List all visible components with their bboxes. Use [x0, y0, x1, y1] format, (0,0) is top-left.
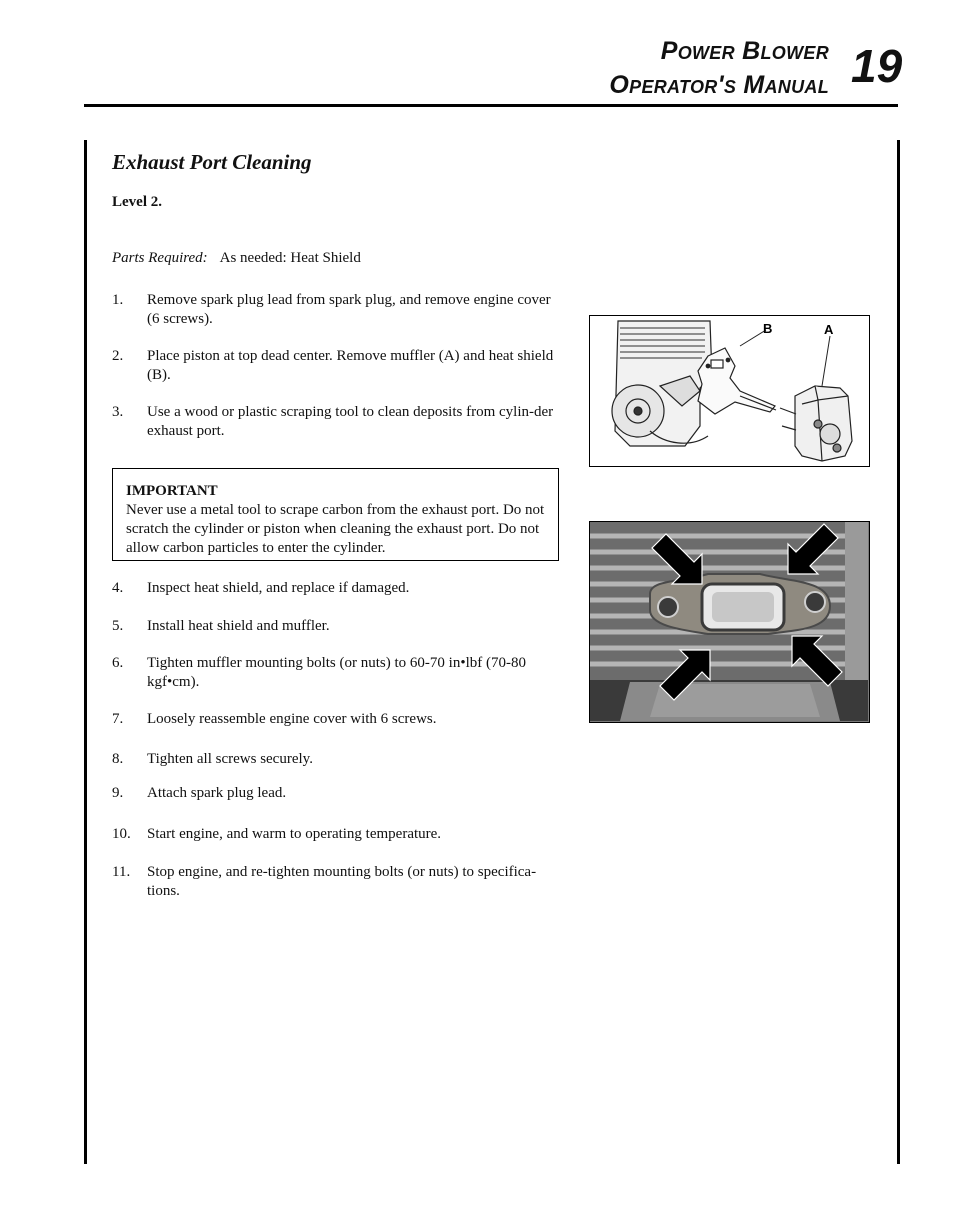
step-text: Place piston at top dead center. Remove muffler (A) and heat shield (B). — [147, 348, 554, 383]
left-margin-rule — [84, 140, 87, 1164]
step-text: Tighten muffler mounting bolts (or nuts) to 60-70 in•lbf (70-80 kgf•cm). — [147, 655, 526, 690]
muffler-heat-shield-illustration — [590, 316, 868, 465]
step-number: 7. — [112, 711, 124, 727]
figure-label-b: B — [763, 321, 773, 336]
right-margin-rule — [897, 140, 900, 1164]
step-text: Install heat shield and muffler. — [147, 618, 330, 634]
step-number: 9. — [112, 785, 124, 801]
maintenance-level: Level 2. — [112, 194, 162, 210]
step-text: Loosely reassemble engine cover with 6 screws. — [147, 711, 437, 727]
important-notice — [112, 468, 559, 561]
step-2 — [112, 347, 558, 385]
step-text: Start engine, and warm to operating temperature. — [147, 826, 442, 842]
muffler-heat-shield-figure — [589, 315, 870, 467]
step-6 — [112, 654, 558, 692]
step-number: 8. — [112, 751, 124, 767]
manual-title — [609, 34, 829, 102]
step-text: Remove spark plug lead from spark plug, and remove engine cover (6 screws). — [147, 292, 551, 327]
exhaust-port-photo — [590, 522, 868, 721]
step-text: Stop engine, and re-tighten mounting bolts (or nuts) to specifica-tions. — [147, 864, 537, 899]
step-4 — [112, 579, 558, 598]
page-number: 19 — [851, 40, 903, 92]
step-number: 1. — [112, 292, 124, 308]
step-11 — [112, 863, 558, 901]
step-number: 10. — [112, 826, 131, 842]
step-number: 2. — [112, 348, 124, 364]
manual-title-line1: Power Blower — [660, 37, 829, 65]
important-text: Never use a metal tool to scrape carbon from the exhaust port. Do not scratch the cylinder or piston when cleaning the exhaust port. Do not allow carbon particles to enter the cylinder. — [126, 502, 545, 556]
step-text: Attach spark plug lead. — [147, 785, 287, 801]
step-text: Tighten all screws securely. — [147, 751, 313, 767]
step-1 — [112, 291, 558, 329]
step-number: 3. — [112, 404, 124, 420]
step-number: 5. — [112, 618, 124, 634]
parts-required-label: Parts Required: — [112, 250, 208, 266]
step-10 — [112, 825, 558, 844]
parts-required-value: As needed: Heat Shield — [219, 250, 361, 266]
exhaust-port-photo-figure — [589, 521, 870, 723]
step-9 — [112, 784, 558, 803]
parts-required — [112, 250, 361, 267]
step-number: 11. — [112, 864, 131, 880]
header-rule — [84, 104, 898, 107]
important-heading: IMPORTANT — [126, 483, 218, 499]
step-3 — [112, 403, 558, 441]
step-text: Inspect heat shield, and replace if damaged. — [147, 580, 410, 596]
step-number: 4. — [112, 580, 124, 596]
step-7 — [112, 710, 558, 729]
step-8 — [112, 750, 558, 769]
figure-label-a: A — [824, 322, 834, 337]
section-title: Exhaust Port Cleaning — [112, 150, 312, 174]
step-text: Use a wood or plastic scraping tool to clean deposits from cylin-der exhaust port. — [147, 404, 554, 439]
manual-title-line2: Operator's Manual — [609, 71, 829, 99]
step-5 — [112, 617, 558, 636]
step-number: 6. — [112, 655, 124, 671]
